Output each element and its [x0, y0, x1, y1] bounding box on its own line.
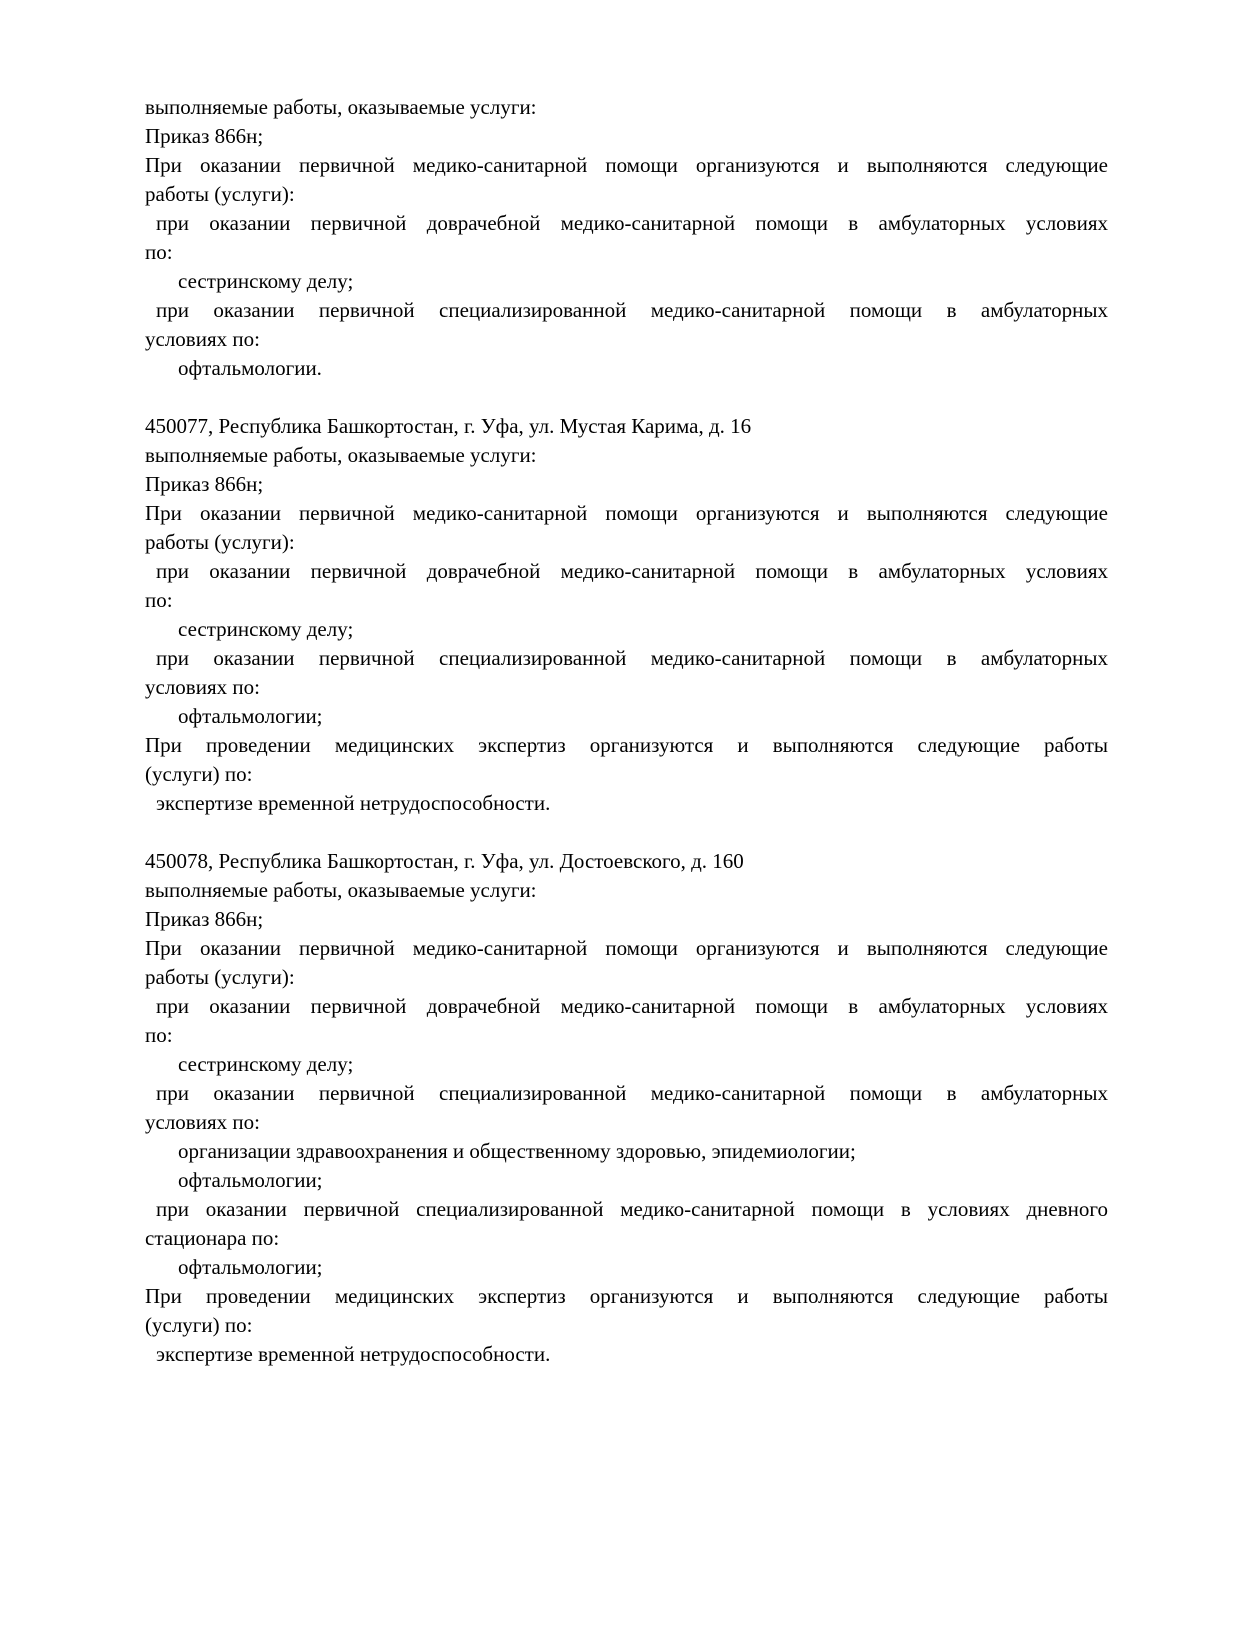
address-line: 450078, Республика Башкортостан, г. Уфа, ул. Достоевского, д. 160	[145, 849, 744, 873]
order-reference: Приказ 866н;	[145, 907, 264, 931]
service-line: офтальмологии;	[178, 704, 323, 728]
service-line: организации здравоохранения и общественному здоровью, эпидемиологии;	[178, 1139, 856, 1163]
service-line: сестринскому делу;	[178, 1052, 354, 1076]
service-line: При оказании первичной медико-санитарной помощи организуются и выполняются следующие	[145, 153, 1108, 177]
service-line: При оказании первичной медико-санитарной помощи организуются и выполняются следующие	[145, 501, 1108, 525]
service-line: При оказании первичной медико-санитарной помощи организуются и выполняются следующие	[145, 936, 1108, 960]
service-line: При проведении медицинских экспертиз организуются и выполняются следующие работы	[145, 733, 1108, 757]
service-line: условиях по:	[145, 327, 260, 351]
service-line: при оказании первичной доврачебной медико-санитарной помощи в амбулаторных условиях	[156, 994, 1108, 1018]
service-line: при оказании первичной специализированной медико-санитарной помощи в амбулаторных	[156, 1081, 1108, 1105]
order-reference: Приказ 866н;	[145, 472, 264, 496]
service-line: офтальмологии.	[178, 356, 322, 380]
service-line: (услуги) по:	[145, 1313, 253, 1337]
service-line: офтальмологии;	[178, 1255, 323, 1279]
service-line: при оказании первичной специализированной медико-санитарной помощи в условиях дневного	[156, 1197, 1108, 1221]
service-line: сестринскому делу;	[178, 269, 354, 293]
license-address-block-450077	[145, 412, 1108, 818]
service-line: (услуги) по:	[145, 762, 253, 786]
order-reference: Приказ 866н;	[145, 124, 264, 148]
service-line: условиях по:	[145, 675, 260, 699]
service-line: по:	[145, 240, 173, 264]
service-line: сестринскому делу;	[178, 617, 354, 641]
service-line: по:	[145, 588, 173, 612]
service-line: При проведении медицинских экспертиз организуются и выполняются следующие работы	[145, 1284, 1108, 1308]
service-line: офтальмологии;	[178, 1168, 323, 1192]
service-line: при оказании первичной доврачебной медико-санитарной помощи в амбулаторных условиях	[156, 559, 1108, 583]
service-line: работы (услуги):	[145, 530, 295, 554]
service-line: работы (услуги):	[145, 965, 295, 989]
works-services-label: выполняемые работы, оказываемые услуги:	[145, 443, 537, 467]
service-line: экспертизе временной нетрудоспособности.	[156, 1342, 551, 1366]
license-works-block-continued	[145, 93, 1108, 383]
service-line: по:	[145, 1023, 173, 1047]
address-line: 450077, Республика Башкортостан, г. Уфа, ул. Мустая Карима, д. 16	[145, 414, 752, 438]
service-line: при оказании первичной доврачебной медико-санитарной помощи в амбулаторных условиях	[156, 211, 1108, 235]
service-line: при оказании первичной специализированной медико-санитарной помощи в амбулаторных	[156, 646, 1108, 670]
service-line: условиях по:	[145, 1110, 260, 1134]
service-line: стационара по:	[145, 1226, 280, 1250]
service-line: работы (услуги):	[145, 182, 295, 206]
license-address-block-450078	[145, 847, 1108, 1369]
service-line: при оказании первичной специализированной медико-санитарной помощи в амбулаторных	[156, 298, 1108, 322]
service-line: экспертизе временной нетрудоспособности.	[156, 791, 551, 815]
works-services-label: выполняемые работы, оказываемые услуги:	[145, 878, 537, 902]
works-services-label: выполняемые работы, оказываемые услуги:	[145, 95, 537, 119]
